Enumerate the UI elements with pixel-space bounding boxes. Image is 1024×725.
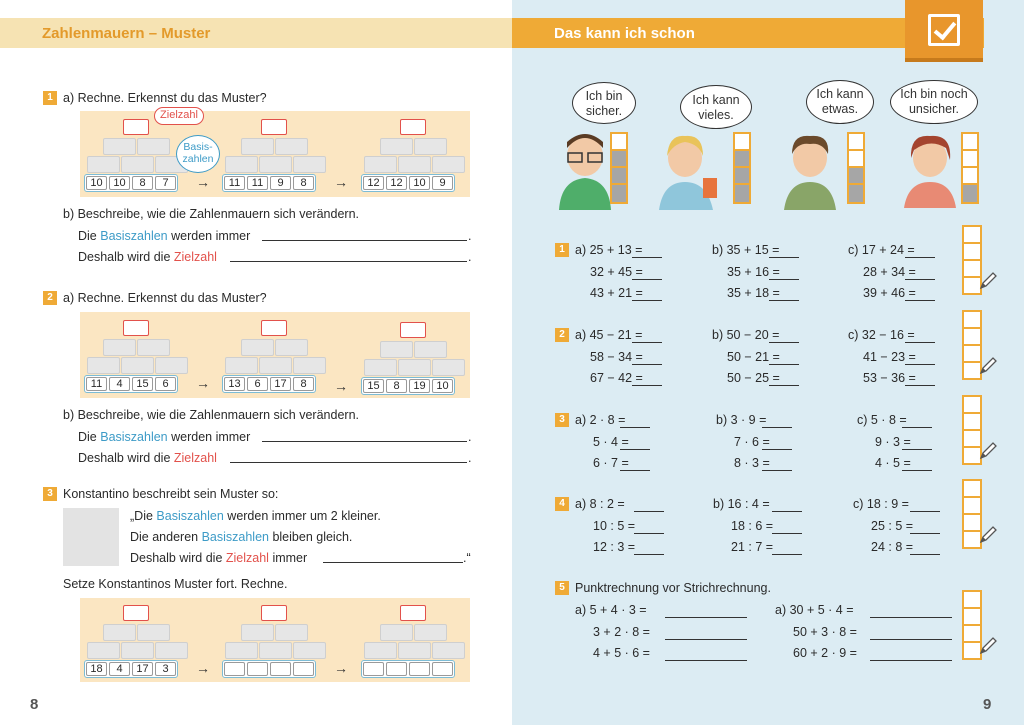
base-row	[84, 174, 178, 192]
exercise-b: b) 16 : 4 =	[713, 497, 770, 511]
text: Basiszahlen	[156, 509, 224, 523]
base-cell: 17	[270, 377, 291, 391]
exercise-a: 67 − 42 =	[590, 371, 643, 385]
exercise-b: 21 : 7 =	[731, 540, 774, 554]
exercise-a: 4 + 5 · 6 =	[593, 646, 650, 660]
brick	[432, 156, 465, 173]
arrow-icon: →	[334, 378, 348, 394]
exercise-a: a) 5 + 4 · 3 =	[575, 603, 647, 617]
brick	[103, 138, 136, 155]
answer-blank[interactable]	[772, 511, 802, 512]
answer-blank[interactable]	[905, 364, 935, 365]
base-cell-empty[interactable]	[247, 662, 268, 676]
text: „Die	[130, 509, 157, 523]
task2-sentence2	[78, 451, 217, 465]
task1-sentence1	[78, 229, 250, 243]
answer-blank[interactable]	[870, 639, 952, 640]
answer-blank[interactable]	[769, 300, 799, 301]
brick	[87, 156, 120, 173]
answer-blank[interactable]	[632, 342, 662, 343]
brick	[137, 138, 170, 155]
answer-blank[interactable]	[772, 554, 802, 555]
exercise-a: a) 25 + 13 =	[575, 243, 643, 257]
pencil-icon	[978, 636, 996, 654]
answer-blank[interactable]	[632, 300, 662, 301]
target-box[interactable]	[261, 320, 287, 336]
exercise-c: 24 : 8 =	[871, 540, 914, 554]
exercise-c: 53 − 36 =	[863, 371, 916, 385]
exercise-b: b) 50 − 20 =	[712, 328, 780, 342]
base-cell: 18	[86, 662, 107, 676]
answer-blank[interactable]	[902, 449, 932, 450]
base-row	[361, 174, 455, 192]
pencil-icon	[978, 271, 996, 289]
base-cell: 11	[86, 377, 107, 391]
brick	[414, 624, 447, 641]
target-box[interactable]	[123, 605, 149, 621]
base-cell: 10	[86, 176, 107, 190]
speech-bubble-1: Ich bin sicher.	[572, 82, 636, 124]
exercise-a: 3 + 2 · 8 =	[593, 624, 650, 639]
base-cell: 4	[109, 662, 130, 676]
answer-blank[interactable]	[769, 364, 799, 365]
quote-line1	[130, 509, 381, 523]
base-cell-empty[interactable]	[270, 662, 291, 676]
task2-b: b) Beschreibe, wie die Zahlenmauern sich verändern.	[63, 408, 359, 422]
exercise-c: 41 − 23 =	[863, 349, 916, 364]
text: bleiben gleich.	[268, 530, 353, 544]
text: Die	[78, 430, 101, 444]
task-number: 1	[555, 243, 569, 257]
answer-blank[interactable]	[762, 470, 792, 471]
brick	[275, 138, 308, 155]
task2-sentence1	[78, 430, 250, 444]
base-cell: 11	[224, 176, 245, 190]
base-cell: 15	[132, 377, 153, 391]
exercise-b: 35 + 16 =	[727, 264, 780, 279]
target-box[interactable]	[123, 119, 149, 135]
answer-blank[interactable]	[620, 449, 650, 450]
answer-blank[interactable]	[905, 300, 935, 301]
brick	[414, 138, 447, 155]
exercise-a: 32 + 45 =	[590, 264, 643, 279]
brick	[137, 624, 170, 641]
exercise-b: 8 · 3 =	[734, 456, 770, 470]
brick	[225, 642, 258, 659]
brick	[155, 642, 188, 659]
base-cell: 11	[247, 176, 268, 190]
exercise-a: 43 + 21 =	[590, 286, 643, 300]
answer-blank[interactable]	[634, 533, 664, 534]
base-cell-empty[interactable]	[409, 662, 430, 676]
task-number: 2	[43, 291, 57, 305]
base-row	[84, 375, 178, 393]
exercise-c: 39 + 46 =	[863, 286, 916, 300]
brick	[398, 156, 431, 173]
brick	[380, 624, 413, 641]
task3-band	[80, 598, 470, 682]
base-cell: 6	[155, 377, 176, 391]
base-row	[222, 174, 316, 192]
exercise-b: 18 : 6 =	[731, 518, 774, 533]
answer-blank[interactable]	[620, 427, 650, 428]
task-number: 1	[43, 91, 57, 105]
brick	[275, 624, 308, 641]
answer-blank[interactable]	[634, 511, 664, 512]
base-cell-empty[interactable]	[363, 662, 384, 676]
task3-intro: Konstantino beschreibt sein Muster so:	[63, 487, 279, 501]
text: Zielzahl	[225, 551, 269, 565]
target-box[interactable]	[261, 605, 287, 621]
exercise-c: 9 · 3 =	[875, 434, 911, 449]
level-ladder-3	[733, 132, 751, 204]
arrow-icon: →	[196, 174, 210, 190]
answer-blank[interactable]	[910, 511, 940, 512]
pencil-icon	[978, 525, 996, 543]
brick	[293, 357, 326, 374]
base-cell: 9	[432, 176, 453, 190]
brick	[259, 156, 292, 173]
brick	[380, 138, 413, 155]
brick	[364, 359, 397, 376]
exercise-b: 7 · 6 =	[734, 434, 770, 449]
brick	[103, 624, 136, 641]
base-cell: 6	[247, 377, 268, 391]
exercise-b: b) 35 + 15 =	[712, 243, 780, 257]
speech-bubble-2: Ich kann vieles.	[680, 85, 752, 129]
text: Deshalb wird die	[78, 451, 174, 465]
answer-blank[interactable]	[769, 279, 799, 280]
exercise-b: 35 + 18 =	[727, 286, 780, 300]
exercise-b: 50 − 25 =	[727, 371, 780, 385]
task-number: 2	[555, 328, 569, 342]
answer-blank[interactable]	[762, 427, 792, 428]
answer-blank[interactable]	[910, 554, 940, 555]
brick	[432, 642, 465, 659]
answer-blank[interactable]	[870, 617, 952, 618]
target-box[interactable]	[400, 605, 426, 621]
task1-a: a) Rechne. Erkennst du das Muster?	[63, 91, 267, 105]
exercise-c: 28 + 34 =	[863, 264, 916, 279]
base-row	[361, 660, 455, 678]
answer-blank[interactable]	[665, 617, 747, 618]
exercise-c: c) 32 − 16 =	[848, 328, 915, 342]
quote-line2	[130, 530, 352, 544]
brick	[398, 359, 431, 376]
target-box[interactable]	[261, 119, 287, 135]
answer-blank[interactable]	[902, 427, 932, 428]
text: Die	[78, 229, 101, 243]
answer-blank[interactable]	[762, 449, 792, 450]
base-cell: 17	[132, 662, 153, 676]
answer-blank[interactable]	[905, 385, 935, 386]
base-cell: 7	[155, 176, 176, 190]
answer-blank[interactable]	[769, 257, 799, 258]
base-cell: 19	[409, 379, 430, 393]
base-cell-empty[interactable]	[432, 662, 453, 676]
exercise-c: 4 · 5 =	[875, 456, 911, 470]
answer-line[interactable]	[323, 562, 463, 563]
exercise-b: 50 − 21 =	[727, 349, 780, 364]
arrow-icon: →	[196, 375, 210, 391]
base-cell: 8	[386, 379, 407, 393]
text: Deshalb wird die	[130, 551, 226, 565]
level-ladder-1	[961, 132, 979, 204]
exercise-b: 60 + 2 · 9 =	[793, 646, 857, 660]
child-figure-4	[900, 128, 960, 208]
brick	[121, 357, 154, 374]
base-row	[84, 660, 178, 678]
child-figure-2	[655, 130, 721, 210]
exercise-b: a) 30 + 5 · 4 =	[775, 603, 854, 617]
exercise-b: b) 3 · 9 =	[716, 413, 767, 427]
answer-blank[interactable]	[772, 533, 802, 534]
arrow-icon: →	[334, 660, 348, 676]
brick	[241, 138, 274, 155]
level-ladder-2	[847, 132, 865, 204]
task-number: 3	[43, 487, 57, 501]
brick	[259, 642, 292, 659]
text: Basiszahlen	[100, 229, 168, 243]
task2-a: a) Rechne. Erkennst du das Muster?	[63, 291, 267, 305]
answer-line[interactable]	[262, 441, 467, 442]
base-cell: 15	[363, 379, 384, 393]
text: immer	[268, 551, 308, 565]
base-cell: 3	[155, 662, 176, 676]
child-figure-3	[780, 130, 840, 210]
exercise-a: a) 8 : 2 =	[575, 497, 625, 511]
arrow-icon: →	[196, 660, 210, 676]
exercise-a: a) 2 · 8 =	[575, 413, 626, 427]
answer-blank[interactable]	[632, 279, 662, 280]
exercise-a: 12 : 3 =	[593, 540, 636, 554]
answer-blank[interactable]	[905, 342, 935, 343]
brick	[364, 642, 397, 659]
task-number: 5	[555, 581, 569, 595]
text: Basiszahlen	[100, 430, 168, 444]
answer-blank[interactable]	[769, 342, 799, 343]
exercise-b: 50 + 3 · 8 =	[793, 624, 857, 639]
brick	[259, 357, 292, 374]
level-ladder-4	[610, 132, 628, 204]
exercise-a: 6 · 7 =	[593, 456, 629, 470]
exercise-c: c) 17 + 24 =	[848, 243, 915, 257]
answer-blank[interactable]	[632, 257, 662, 258]
brick	[137, 339, 170, 356]
brick	[414, 341, 447, 358]
answer-blank[interactable]	[632, 385, 662, 386]
checkmark-icon	[905, 0, 983, 62]
text: werden immer	[167, 430, 251, 444]
brick	[364, 156, 397, 173]
text: Die anderen	[130, 530, 202, 544]
brick	[398, 642, 431, 659]
task-number: 4	[555, 497, 569, 511]
quote-end: .“	[463, 551, 471, 565]
speech-bubble-4: Ich bin noch unsicher.	[890, 80, 978, 124]
exercise-c: 25 : 5 =	[871, 518, 914, 533]
text: Zielzahl	[173, 451, 217, 465]
brick	[121, 156, 154, 173]
pencil-icon	[978, 356, 996, 374]
brick	[87, 357, 120, 374]
brick	[241, 339, 274, 356]
left-header-title: Zahlenmauern – Muster	[42, 25, 211, 42]
period: .	[468, 451, 472, 465]
period: .	[468, 430, 472, 444]
brick	[241, 624, 274, 641]
base-row	[222, 375, 316, 393]
task1-b: b) Beschreibe, wie die Zahlenmauern sich verändern.	[63, 207, 359, 221]
exercise-c: c) 5 · 8 =	[857, 413, 907, 427]
target-box[interactable]	[400, 119, 426, 135]
text: werden immer	[167, 229, 251, 243]
base-cell: 4	[109, 377, 130, 391]
exercise-a: a) 45 − 21 =	[575, 328, 643, 342]
zielzahl-label: Zielzahl	[154, 107, 204, 125]
answer-blank[interactable]	[620, 470, 650, 471]
target-box[interactable]	[123, 320, 149, 336]
base-cell: 13	[224, 377, 245, 391]
task1-band	[80, 111, 470, 197]
answer-blank[interactable]	[632, 364, 662, 365]
brick	[293, 642, 326, 659]
answer-line[interactable]	[262, 240, 467, 241]
exercise-a: 58 − 34 =	[590, 349, 643, 364]
base-row	[361, 377, 455, 395]
base-cell: 8	[293, 176, 314, 190]
basiszahlen-label: Basis-zahlen	[176, 135, 220, 173]
answer-blank[interactable]	[634, 554, 664, 555]
page-number-right: 9	[983, 696, 992, 713]
pencil-icon	[978, 441, 996, 459]
answer-blank[interactable]	[910, 533, 940, 534]
brick	[225, 357, 258, 374]
base-cell-empty[interactable]	[224, 662, 245, 676]
answer-blank[interactable]	[665, 660, 747, 661]
exercise-a: 10 : 5 =	[593, 518, 636, 533]
task5-title: Punktrechnung vor Strichrechnung.	[575, 581, 771, 595]
base-cell: 10	[409, 176, 430, 190]
page-number-left: 8	[30, 696, 39, 713]
answer-line[interactable]	[230, 261, 467, 262]
base-cell: 9	[270, 176, 291, 190]
period: .	[468, 250, 472, 264]
brick	[432, 359, 465, 376]
period: .	[468, 229, 472, 243]
task-number: 3	[555, 413, 569, 427]
brick	[155, 357, 188, 374]
exercise-a: 5 · 4 =	[593, 434, 629, 449]
exercise-c: c) 18 : 9 =	[853, 497, 909, 511]
text: werden immer um 2 kleiner.	[223, 509, 381, 523]
left-header	[0, 18, 512, 48]
brick	[103, 339, 136, 356]
base-cell-empty[interactable]	[386, 662, 407, 676]
arrow-icon: →	[334, 174, 348, 190]
brick	[121, 642, 154, 659]
answer-blank[interactable]	[870, 660, 952, 661]
text: Deshalb wird die	[78, 250, 174, 264]
brick	[87, 642, 120, 659]
answer-blank[interactable]	[902, 470, 932, 471]
brick	[275, 339, 308, 356]
speech-bubble-3: Ich kann etwas.	[806, 80, 874, 124]
base-cell-empty[interactable]	[293, 662, 314, 676]
konstantino-image	[63, 508, 119, 566]
base-cell: 10	[432, 379, 453, 393]
text: Basiszahlen	[201, 530, 269, 544]
base-cell: 10	[109, 176, 130, 190]
base-cell: 12	[363, 176, 384, 190]
base-cell: 8	[293, 377, 314, 391]
answer-blank[interactable]	[665, 639, 747, 640]
brick	[225, 156, 258, 173]
task1-sentence2	[78, 250, 217, 264]
task2-band	[80, 312, 470, 398]
base-row	[222, 660, 316, 678]
answer-line[interactable]	[230, 462, 467, 463]
brick	[293, 156, 326, 173]
base-cell: 12	[386, 176, 407, 190]
right-header-title: Das kann ich schon	[554, 25, 695, 42]
text: Zielzahl	[173, 250, 217, 264]
target-box[interactable]	[400, 322, 426, 338]
task3-cont: Setze Konstantinos Muster fort. Rechne.	[63, 577, 288, 591]
quote-line3	[130, 551, 307, 565]
answer-blank[interactable]	[905, 279, 935, 280]
answer-blank[interactable]	[905, 257, 935, 258]
child-figure-1	[555, 128, 615, 210]
base-cell: 8	[132, 176, 153, 190]
answer-blank[interactable]	[769, 385, 799, 386]
brick	[380, 341, 413, 358]
